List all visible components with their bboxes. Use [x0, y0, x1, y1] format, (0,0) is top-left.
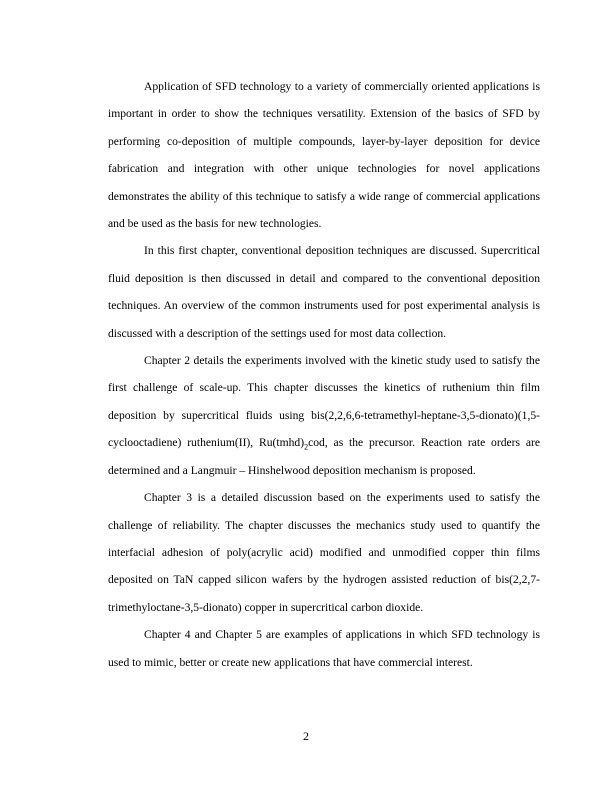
page-number: 2	[303, 729, 309, 743]
paragraph-chapter-1: In this first chapter, conventional deposition techniques are discussed. Supercritical fluid deposition is then discussed in detail and compared to the conventional deposition techniques. An overview of the common instruments used for post experimental analysis is discussed with a description of the settings used for most data collection.	[108, 244, 540, 340]
paragraph-chapter-4-5: Chapter 4 and Chapter 5 are examples of applications in which SFD technology is used to mimic, better or create new applications that have commercial interest.	[108, 628, 540, 669]
chapter-2-text-before: Chapter 2 details the experiments involved with the kinetic study used to satisfy the first challenge of scale-up. This chapter discusses the kinetics of ruthenium thin film deposition by supercritical fluids using bis(2,2,6,6-tetramethyl-heptane-3,5-dionato)(1,5-cyclooctadiene) ruthenium(II), Ru(tmhd)	[108, 354, 540, 450]
chapter-2-text-after: cod, as the precursor. Reaction rate orders are determined and a Langmuir – Hinshelwood deposition mechanism is proposed.	[108, 436, 540, 477]
paragraph-chapter-3: Chapter 3 is a detailed discussion based on the experiments used to satisfy the challenge of reliability. The chapter discusses the mechanics study used to quantify the interfacial adhesion of poly(acrylic acid) modified and unmodified copper thin films deposited on TaN capped silicon wafers by the hydrogen assisted reduction of bis(2,2,7-trimethyloctane-3,5-dionato) copper in supercritical carbon dioxide.	[108, 491, 540, 614]
paragraph-chapter-2	[108, 347, 540, 484]
paragraph-sfd-applications: Application of SFD technology to a variety of commercially oriented applications is important in order to show the techniques versatility. Extension of the basics of SFD by performing co-deposition of multiple compounds, layer-by-layer deposition for device fabrication and integration with other unique technologies for novel applications demonstrates the ability of this technique to satisfy a wide range of commercial applications and be used as the basis for new technologies.	[108, 80, 540, 231]
chapter-2-subscript: 2	[304, 442, 309, 452]
body-text	[108, 73, 540, 676]
